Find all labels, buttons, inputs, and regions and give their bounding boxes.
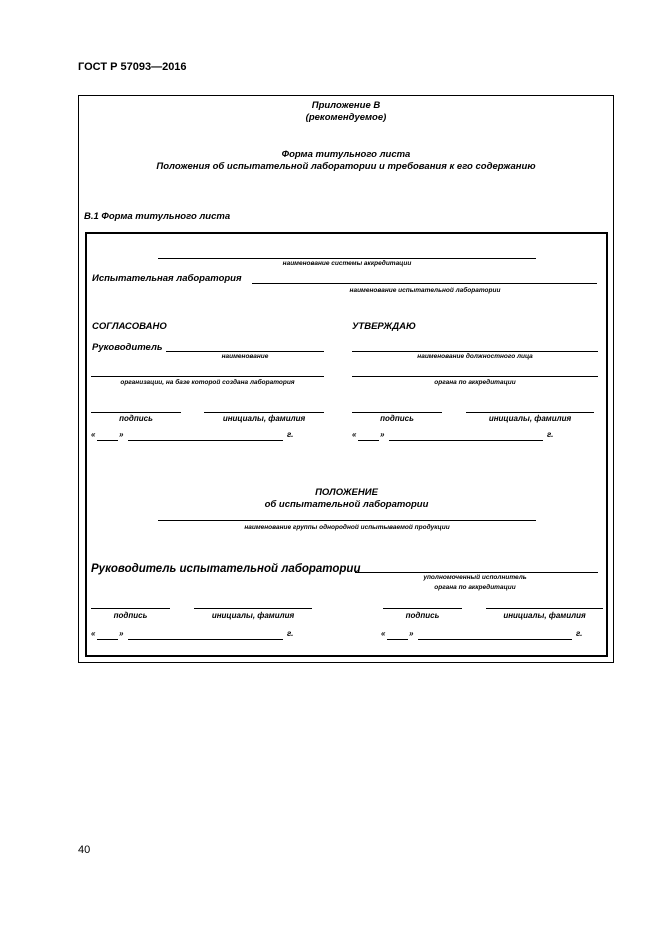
date-day-line — [387, 639, 408, 640]
signature-line — [91, 608, 170, 609]
page-number: 40 — [78, 844, 91, 856]
document-title: ПОЛОЖЕНИЕ — [315, 487, 378, 498]
document-header: ГОСТ Р 57093—2016 — [78, 61, 187, 73]
year-suffix: г. — [287, 629, 294, 638]
org-line — [91, 376, 324, 377]
document-subtitle: об испытательной лаборатории — [264, 499, 429, 510]
year-suffix: г. — [547, 430, 554, 439]
accreditation-body-line — [352, 376, 598, 377]
initials-line — [194, 608, 312, 609]
date-quote-close: » — [119, 430, 124, 439]
lab-label: Испытательная лаборатория — [92, 273, 242, 284]
appendix-title: Приложение В — [311, 100, 381, 111]
signature-caption: подпись — [113, 611, 148, 620]
date-day-line — [97, 440, 118, 441]
date-quote-open: « — [381, 629, 386, 638]
product-group-caption: наименование группы однородной испытываемой продукции — [244, 524, 450, 531]
date-month-line — [418, 639, 572, 640]
date-quote-close: » — [119, 629, 124, 638]
official-position-caption: наименование должностного лица — [417, 353, 533, 360]
date-month-line — [128, 440, 283, 441]
initials-caption: инициалы, фамилия — [211, 611, 295, 620]
agreed-label: СОГЛАСОВАНО — [92, 321, 167, 332]
lab-name-line — [252, 283, 597, 284]
head-name-line — [166, 351, 324, 352]
initials-caption: инициалы, фамилия — [222, 414, 306, 423]
form-title-line-2: Положения об испытательной лаборатории и требования к его содержанию — [156, 161, 536, 172]
lab-name-caption: наименование испытательной лаборатории — [349, 287, 501, 294]
date-day-line — [97, 639, 118, 640]
initials-line — [466, 412, 594, 413]
date-month-line — [128, 639, 283, 640]
section-heading: В.1 Форма титульного листа — [84, 211, 231, 222]
system-name-line — [158, 258, 536, 259]
head-label: Руководитель — [92, 342, 163, 353]
head-name-caption: наименование — [221, 353, 269, 360]
date-quote-close: » — [409, 629, 414, 638]
date-quote-open: « — [91, 430, 96, 439]
form-title-line-1: Форма титульного листа — [281, 149, 411, 160]
signature-line — [383, 608, 462, 609]
org-caption: организации, на базе которой создана лаборатория — [120, 379, 295, 386]
official-position-line — [352, 351, 598, 352]
date-day-line — [358, 440, 379, 441]
initials-line — [486, 608, 603, 609]
authorized-caption-2: органа по аккредитации — [434, 584, 516, 591]
initials-caption: инициалы, фамилия — [488, 414, 572, 423]
year-suffix: г. — [287, 430, 294, 439]
signature-line — [352, 412, 442, 413]
date-quote-open: « — [352, 430, 357, 439]
accreditation-body-caption: органа по аккредитации — [434, 379, 516, 386]
title-page-form-frame — [85, 232, 608, 657]
date-quote-open: « — [91, 629, 96, 638]
signature-caption: подпись — [380, 414, 414, 423]
signature-caption: подпись — [119, 414, 153, 423]
initials-line — [204, 412, 324, 413]
product-group-line — [158, 520, 536, 521]
initials-caption: инициалы, фамилия — [503, 611, 586, 620]
date-month-line — [389, 440, 543, 441]
approved-label: УТВЕРЖДАЮ — [352, 321, 416, 332]
signature-caption: подпись — [405, 611, 440, 620]
lab-head-line — [355, 572, 598, 573]
date-quote-close: » — [380, 430, 385, 439]
year-suffix: г. — [576, 629, 583, 638]
lab-head-label: Руководитель испытательной лаборатории — [91, 563, 361, 575]
signature-line — [91, 412, 181, 413]
system-name-caption: наименование системы аккредитации — [282, 260, 412, 267]
appendix-subtitle: (рекомендуемое) — [305, 112, 387, 123]
authorized-caption-1: уполномоченный исполнитель — [423, 574, 527, 581]
